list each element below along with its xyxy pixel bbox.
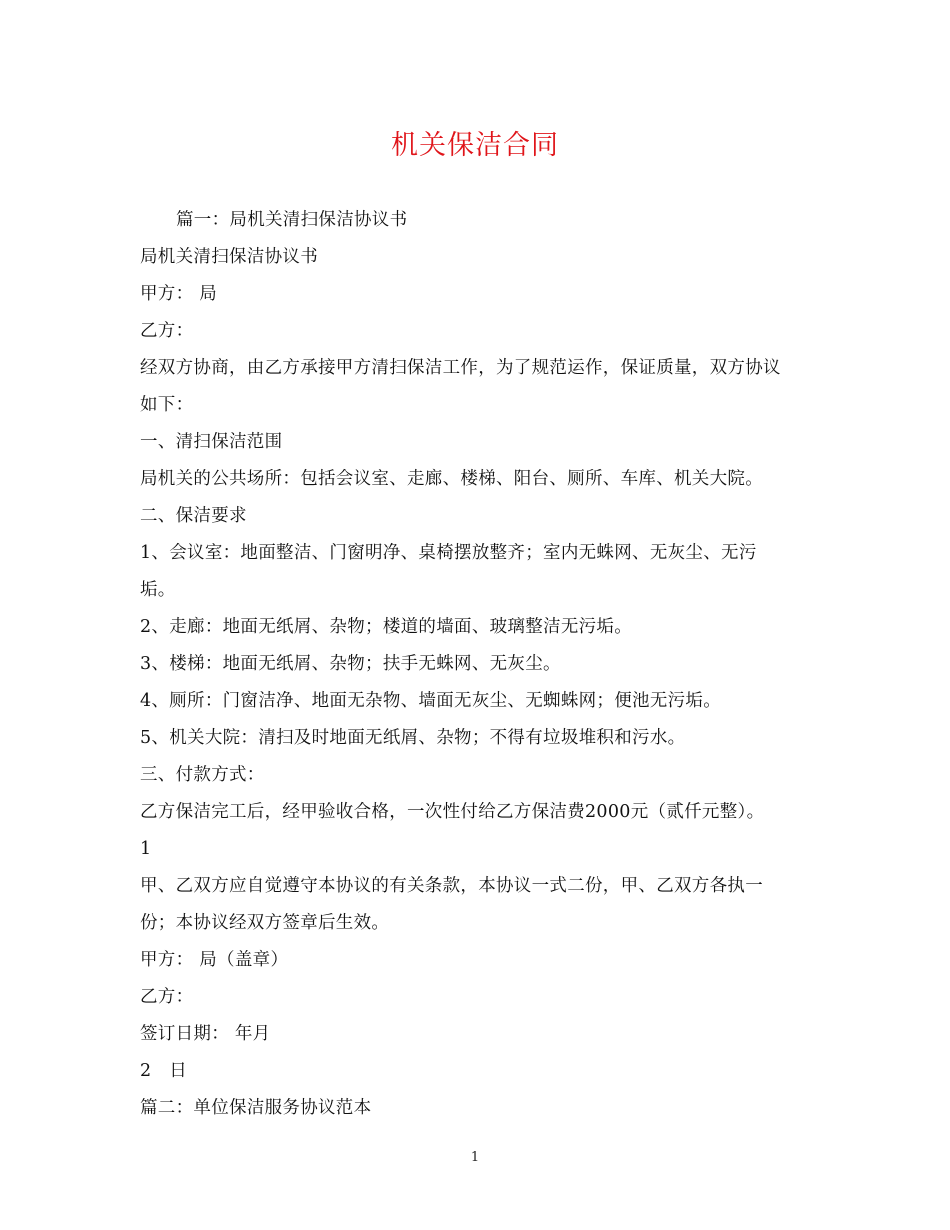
list-item: 5、机关大院：清扫及时地面无纸屑、杂物；不得有垃圾堆积和污水。 bbox=[140, 728, 686, 748]
list-item: 1、会议室：地面整洁、门窗明净、桌椅摆放整齐；室内无蛛网、无灰尘、无污 bbox=[140, 543, 757, 563]
list-item: 4、厕所：门窗洁净、地面无杂物、墙面无灰尘、无蜘蛛网；便池无污垢。 bbox=[140, 691, 722, 711]
clause-heading: 三、付款方式： bbox=[140, 765, 265, 785]
list-item: 2、走廊：地面无纸屑、杂物；楼道的墙面、玻璃整洁无污垢。 bbox=[140, 617, 633, 637]
document-body bbox=[140, 202, 820, 1127]
page-number: 1 bbox=[470, 1150, 480, 1165]
paragraph-line: 甲、乙双方应自觉遵守本协议的有关条款，本协议一式二份，甲、乙双方各执一 bbox=[140, 876, 763, 896]
signature-party-b: 乙方： bbox=[140, 987, 194, 1007]
clause-heading: 一、清扫保洁范围 bbox=[140, 432, 283, 452]
signature-party-a: 甲方： 局（盖章） bbox=[140, 950, 289, 970]
agreement-title: 局机关清扫保洁协议书 bbox=[140, 247, 318, 267]
signing-date: 签订日期： 年月 bbox=[140, 1024, 271, 1044]
list-item-continuation: 垢。 bbox=[140, 580, 176, 600]
paragraph-line: 乙方保洁完工后，经甲验收合格，一次性付给乙方保洁费2000元（贰仟元整）。 bbox=[140, 802, 765, 822]
document-title: 机关保洁合同 bbox=[391, 130, 559, 161]
signing-date-continuation: 2 日 bbox=[140, 1061, 188, 1081]
list-item: 3、楼梯：地面无纸屑、杂物；扶手无蛛网、无灰尘。 bbox=[140, 654, 561, 674]
section-heading-1: 篇一：局机关清扫保洁协议书 bbox=[176, 210, 408, 230]
stray-number: 1 bbox=[140, 839, 152, 859]
paragraph-line: 份；本协议经双方签章后生效。 bbox=[140, 913, 390, 933]
paragraph-line: 如下： bbox=[140, 395, 194, 415]
paragraph-line: 局机关的公共场所：包括会议室、走廊、楼梯、阳台、厕所、车库、机关大院。 bbox=[140, 469, 763, 489]
clause-heading: 二、保洁要求 bbox=[140, 506, 247, 526]
party-b-line: 乙方： bbox=[140, 321, 194, 341]
party-a-line: 甲方： 局 bbox=[140, 284, 218, 304]
paragraph-line: 经双方协商，由乙方承接甲方清扫保洁工作，为了规范运作，保证质量，双方协议 bbox=[140, 358, 781, 378]
section-heading-2: 篇二：单位保洁服务协议范本 bbox=[140, 1098, 372, 1118]
